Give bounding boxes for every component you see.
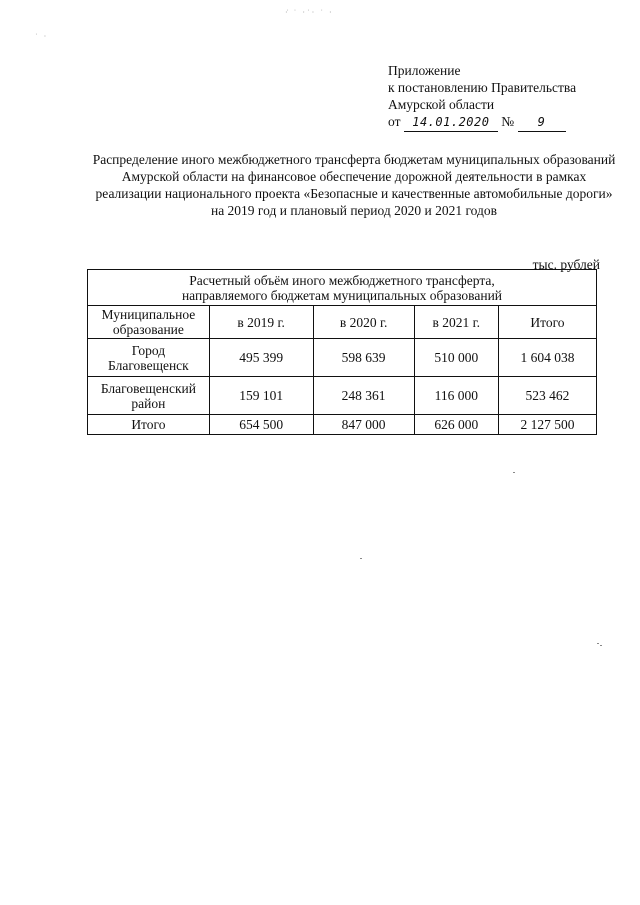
transfer-table	[87, 269, 597, 435]
table-header-columns	[88, 306, 597, 339]
scan-speck	[597, 643, 599, 644]
municipality-cell	[88, 339, 210, 377]
total-2020-cell: 847 000	[313, 415, 414, 435]
appendix-title: Приложение	[388, 63, 461, 78]
value-total-cell: 1 604 038	[498, 339, 596, 377]
value-2019-cell: 495 399	[209, 339, 313, 377]
total-label-cell: Итого	[88, 415, 210, 435]
column-header-municipality: Муниципальное образование	[88, 306, 210, 339]
value-2021-cell: 116 000	[414, 377, 498, 415]
column-header-2019: в 2019 г.	[209, 306, 313, 339]
header-main-line: Расчетный объём иного межбюджетного трансферта,	[189, 272, 495, 288]
number-label: №	[501, 114, 515, 129]
appendix-region: Амурской области	[388, 97, 495, 112]
from-label: от	[388, 114, 401, 129]
value-2021-cell: 510 000	[414, 339, 498, 377]
value-2019-cell: 159 101	[209, 377, 313, 415]
appendix-block	[388, 62, 576, 132]
header-main-cell	[88, 270, 597, 306]
table-header-main	[88, 270, 597, 306]
scan-speck	[600, 645, 602, 646]
municipality-name-line: Благовещенский	[100, 380, 196, 396]
column-header-total: Итого	[498, 306, 596, 339]
value-total-cell: 523 462	[498, 377, 596, 415]
municipality-name-line: Благовещенск	[108, 357, 189, 373]
column-header-2021: в 2021 г.	[414, 306, 498, 339]
scan-speck	[513, 472, 515, 473]
table-row	[88, 377, 597, 415]
header-main-line: направляемого бюджетам муниципальных образований	[181, 287, 503, 303]
total-2021-cell: 626 000	[414, 415, 498, 435]
resolution-date: 14.01.2020	[404, 114, 498, 132]
scan-noise: ·̇ ˙ ·˙· ˙ ·	[285, 8, 334, 17]
table-row	[88, 339, 597, 377]
municipality-cell	[88, 377, 210, 415]
column-header-2020: в 2020 г.	[313, 306, 414, 339]
scan-speck	[360, 558, 362, 559]
total-2019-cell: 654 500	[209, 415, 313, 435]
value-2020-cell: 248 361	[313, 377, 414, 415]
resolution-number: 9	[518, 114, 566, 132]
grand-total-cell: 2 127 500	[498, 415, 596, 435]
units-label: тыс. рублей	[532, 257, 600, 272]
municipality-name-line: Город	[131, 342, 166, 358]
appendix-resolution: к постановлению Правительства	[388, 80, 577, 95]
scan-noise: ˙ ·	[35, 32, 49, 41]
value-2020-cell: 598 639	[313, 339, 414, 377]
table-total-row	[88, 415, 597, 435]
document-title: Распределение иного межбюджетного трансферта бюджетам муниципальных образований Амурской области на финансовое обеспечение дорожной деятельности в рамках реализации национального проекта «Безопасные и качественные автомобильные дороги» на 2019 год и плановый период 2020 и 2021 годов	[92, 152, 616, 218]
municipality-name-line: район	[131, 395, 166, 411]
appendix-date-line	[388, 113, 576, 132]
